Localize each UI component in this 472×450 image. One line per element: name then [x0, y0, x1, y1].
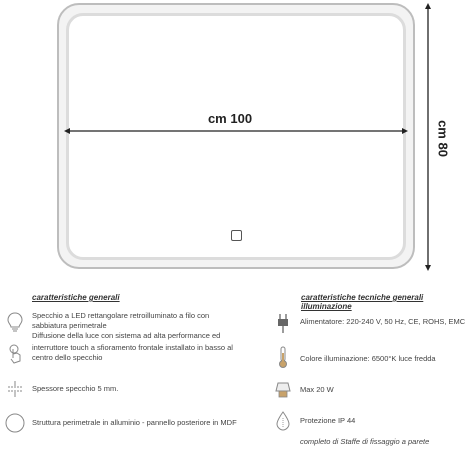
tech-text: Colore illuminazione: 6500°K luce fredda: [300, 354, 436, 363]
tech-item-power: [272, 312, 472, 334]
width-dimension-label: cm 100: [207, 111, 253, 126]
tech-item-power-watt: [272, 379, 472, 401]
tech-text: Protezione IP 44: [300, 416, 356, 425]
spec-line: Struttura perimetrale in alluminio - pannello posteriore in MDF: [32, 418, 237, 427]
spec-line: centro dello specchio: [32, 353, 103, 362]
spec-item-structure: [4, 412, 272, 434]
spec-line: Diffusione della luce con sistema ad alta performance ed: [32, 331, 221, 340]
height-dimension-label: cm 80: [435, 120, 451, 157]
water-drop-icon: [272, 410, 294, 432]
general-section-title: caratteristiche generali: [32, 293, 120, 302]
plug-icon: [272, 312, 294, 334]
circle-frame-icon: [4, 412, 26, 434]
touch-hand-icon: [4, 343, 26, 365]
thermometer-icon: [272, 346, 294, 368]
spec-item-touch: [4, 343, 269, 365]
thickness-icon: [4, 378, 26, 400]
spec-line: interruttore touch a sfioramento frontale installato in basso al: [32, 343, 233, 352]
technical-section-title: caratteristiche tecniche generali illuminazione: [301, 293, 424, 311]
tech-text: Alimentatore: 220-240 V, 50 Hz, CE, ROHS, EMC: [300, 317, 466, 326]
technical-footer: completo di Staffe di fissaggio a parete: [300, 437, 430, 446]
spec-line: Spessore specchio 5 mm.: [32, 384, 119, 393]
spec-item-thickness: [4, 378, 264, 400]
tech-item-color: [272, 346, 472, 368]
lamp-icon: [272, 379, 294, 401]
spec-line: sabbiatura perimetrale: [32, 321, 107, 330]
lightbulb-icon: [4, 311, 26, 333]
tech-item-protection: [272, 410, 472, 432]
spec-item-led: [4, 311, 264, 341]
spec-line: Specchio a LED rettangolare retroilluminato a filo con: [32, 311, 210, 320]
tech-text: Max 20 W: [300, 385, 334, 394]
